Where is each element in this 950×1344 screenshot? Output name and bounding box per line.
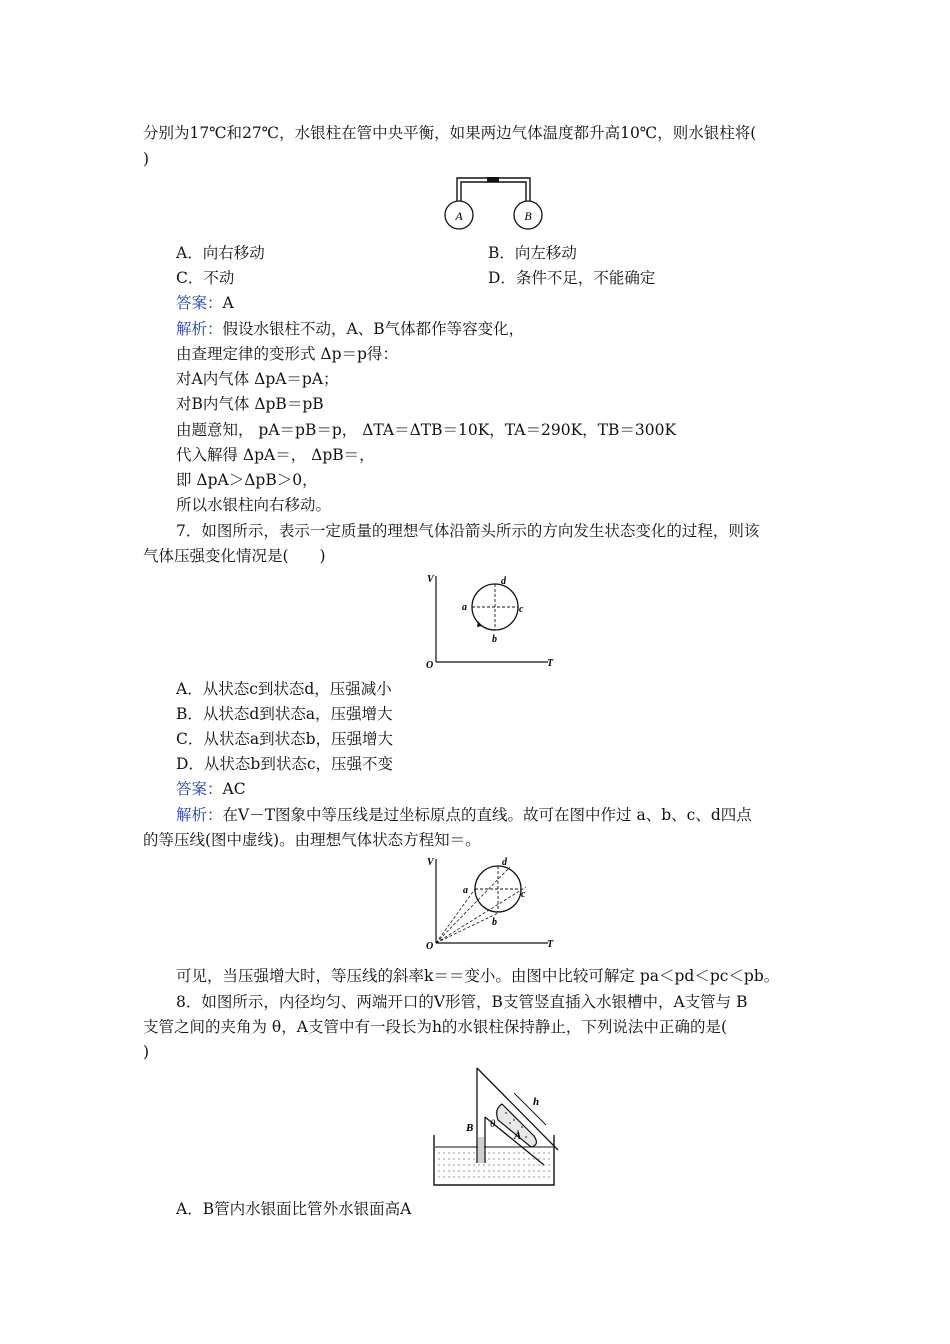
q6-tube-figure	[440, 172, 550, 234]
q8-v-tube-figure	[430, 1065, 570, 1191]
tube-b-label: B	[466, 1122, 474, 1134]
tube-a-label: A	[514, 1130, 522, 1142]
q6-option-d: D．条件不足，不能确定	[488, 269, 656, 287]
q8-stem-line2: 支管之间的夹角为 θ，A支管中有一段长为h的水银柱保持静止，下列说法中正确的是(	[143, 1018, 727, 1036]
q8-option-a: A．B管内水银面比管外水银面高A	[176, 1200, 412, 1218]
q6-analysis-line1	[176, 319, 524, 339]
q7-vt-graph	[418, 570, 558, 672]
answer-label: 答案：	[176, 780, 223, 798]
q6-analysis-line4: 对B内气体 ΔpB＝pB	[176, 395, 324, 413]
q6-analysis-line7: 即 ΔpA＞ΔpB＞0，	[176, 471, 318, 489]
point-a-label: a	[463, 885, 468, 896]
fig-label-a: A	[455, 209, 463, 223]
origin-label: O	[426, 941, 434, 952]
t-axis-label: T	[547, 658, 554, 669]
answer-label: 答案：	[176, 294, 223, 312]
v-axis-label: V	[427, 574, 434, 585]
point-c-label: c	[519, 604, 524, 615]
q6-option-a: A．向右移动	[176, 244, 265, 262]
q8-stem-line3: )	[143, 1043, 150, 1061]
q6-analysis-line6: 代入解得 ΔpA＝， ΔpB＝，	[176, 446, 375, 464]
q7-isobar-graph	[418, 853, 558, 953]
q6-option-b: B．向左移动	[488, 244, 577, 262]
origin-label: O	[426, 660, 434, 671]
q6-stem-line2: )	[143, 150, 150, 168]
q7-option-d: D．从状态b到状态c，压强不变	[176, 755, 394, 773]
mercury-column	[487, 177, 499, 182]
q6-analysis-line2: 由查理定律的变形式 Δp＝p得：	[176, 345, 398, 363]
q6-analysis-line3: 对A内气体 ΔpA＝pA；	[176, 370, 339, 388]
point-d-label: d	[501, 576, 506, 587]
fig-label-b: B	[524, 209, 532, 223]
q6-stem-line1: 分别为17℃和27℃，水银柱在管中央平衡，如果两边气体温度都升高10℃，则水银柱将(	[143, 124, 757, 142]
analysis-text: 在V－T图象中等压线是过坐标原点的直线。故可在图中作过 a、b、c、d四点	[222, 806, 752, 824]
h-label: h	[533, 1096, 540, 1108]
point-b-label: b	[492, 917, 497, 928]
q7-conclusion: 可见，当压强增大时，等压线的斜率k＝＝变小。由图中比较可解定 pa＜pd＜pc＜pb。	[176, 967, 780, 985]
point-c-label: c	[521, 889, 526, 900]
answer-value: A	[222, 294, 234, 312]
q6-answer	[176, 293, 234, 313]
analysis-label: 解析：	[176, 806, 223, 824]
q7-option-c: C．从状态a到状态b，压强增大	[176, 730, 394, 748]
v-axis-label: V	[427, 857, 434, 868]
point-a-label: a	[462, 602, 467, 613]
q7-answer	[176, 779, 246, 799]
analysis-label: 解析：	[176, 320, 223, 338]
q7-stem-line2: 气体压强变化情况是( )	[143, 547, 326, 565]
t-axis-label: T	[547, 939, 554, 950]
q7-analysis-line2: 的等压线(图中虚线)。由理想气体状态方程知＝。	[143, 831, 481, 849]
point-b-label: b	[492, 634, 497, 645]
point-d-label: d	[502, 857, 507, 868]
theta-label: θ	[490, 1118, 496, 1130]
q8-stem-line1: 8．如图所示，内径均匀、两端开口的V形管，B支管竖直插入水银槽中，A支管与 B	[176, 993, 748, 1011]
tube-b-mercury	[478, 1137, 484, 1163]
q7-stem-line1: 7．如图所示，表示一定质量的理想气体沿箭头所示的方向发生状态变化的过程，则该	[176, 522, 760, 540]
q7-option-b: B．从状态d到状态a，压强增大	[176, 705, 393, 723]
q7-option-a: A．从状态c到状态d，压强减小	[176, 680, 392, 698]
q7-analysis-line1	[176, 805, 752, 825]
answer-value: AC	[222, 780, 246, 798]
q6-option-c: C．不动	[176, 269, 235, 287]
analysis-text: 假设水银柱不动，A、B气体都作等容变化，	[222, 320, 525, 338]
q6-analysis-line8: 所以水银柱向右移动。	[176, 496, 332, 514]
q6-analysis-line5: 由题意知， pA＝pB＝p， ΔTA＝ΔTB＝10K，TA＝290K，TB＝300K	[176, 421, 677, 439]
